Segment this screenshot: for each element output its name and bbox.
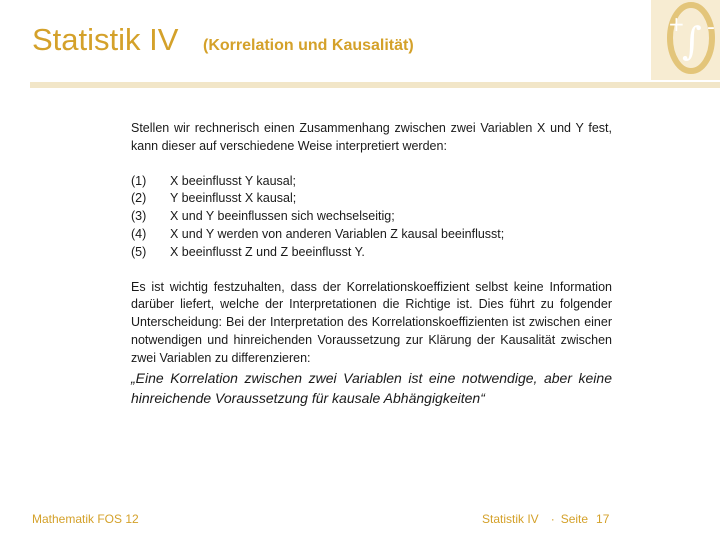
footer-course: Mathematik FOS 12	[32, 512, 139, 526]
list-item	[131, 244, 612, 262]
integral-glyph: ∫	[682, 19, 702, 63]
list-item	[131, 208, 612, 226]
slide-content	[131, 120, 612, 408]
list-number: (4)	[131, 226, 147, 241]
footer-separator: ·	[550, 512, 555, 526]
list-text: X und Y werden von anderen Variablen Z kausal beeinflusst;	[170, 226, 505, 241]
list-text: Y beeinflusst X kausal;	[170, 191, 297, 206]
minus-glyph: -	[707, 15, 715, 40]
key-quote: „Eine Korrelation zwischen zwei Variablen ist eine notwendige, aber keine hinreichende Voraussetzung für kausale Abhängigkeiten“	[131, 369, 612, 406]
footer-page-label: Seite	[560, 512, 589, 526]
list-text: X beeinflusst Z und Z beeinflusst Y.	[170, 244, 365, 259]
integral-logo-icon	[651, 0, 720, 80]
footer-section: Statistik IV	[482, 512, 539, 526]
list-number: (5)	[131, 244, 147, 259]
interpretation-list	[131, 173, 612, 262]
page-number: 17	[596, 512, 610, 526]
slide-title: Statistik IV	[32, 22, 179, 57]
list-number: (3)	[131, 209, 147, 224]
slide-subtitle: (Korrelation und Kausalität)	[203, 37, 414, 54]
header-divider	[30, 82, 720, 88]
list-number: (1)	[131, 173, 147, 188]
list-text: X und Y beeinflussen sich wechselseitig;	[170, 209, 395, 224]
list-item	[131, 173, 612, 191]
list-text: X beeinflusst Y kausal;	[170, 173, 297, 188]
intro-text: Stellen wir rechnerisch einen Zusammenhang zwischen zwei Variablen X und Y fest, kann dieser auf verschiedene Weise interpretiert werden:	[131, 121, 612, 153]
list-number: (2)	[131, 191, 147, 206]
plus-glyph: +	[668, 12, 685, 36]
footer-page-info	[482, 512, 609, 526]
list-item	[131, 190, 612, 208]
list-item	[131, 226, 612, 244]
explanation-paragraph: Es ist wichtig festzuhalten, dass der Korrelationskoeffizient selbst keine Information darüber liefert, welche der Interpretationen die Richtige ist. Dies führt zu folgender Unterscheidung: Bei der Interpretation des Korrelationskoeffizienten ist zwischen einer notwendigen und hinreichenden Voraussetzung zur Klärung der Kausalität zwischen zwei Variablen zu differenzieren:	[131, 279, 612, 365]
